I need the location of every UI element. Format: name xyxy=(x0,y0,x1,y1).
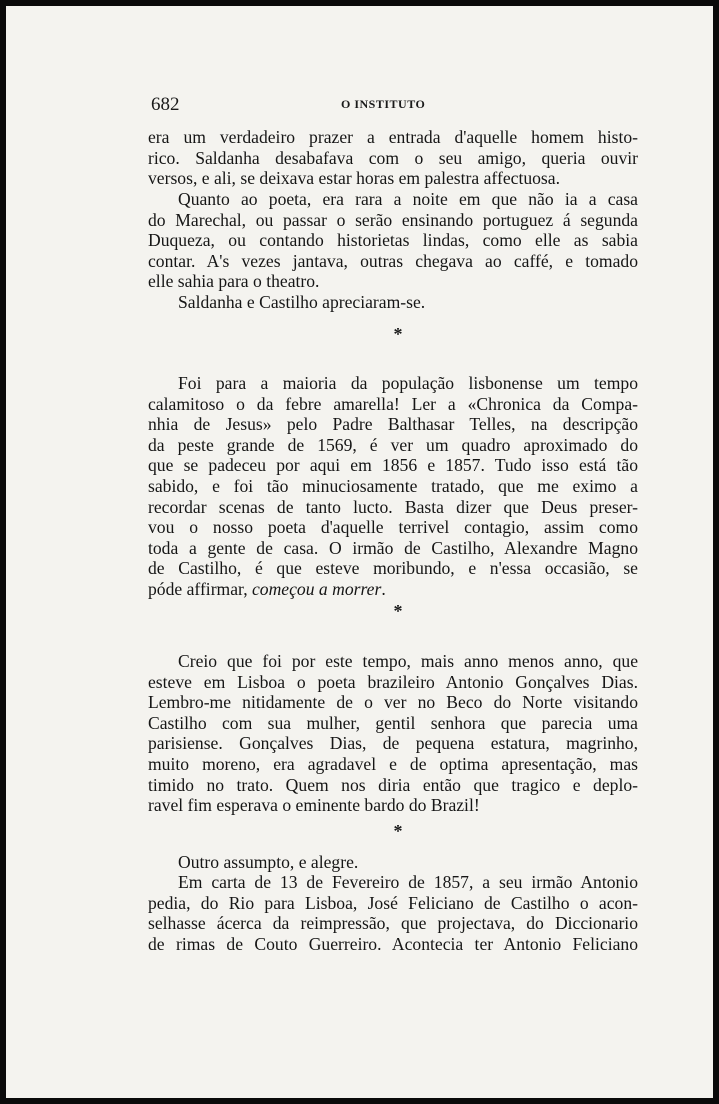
paragraph-carta xyxy=(148,872,638,954)
text-line: vou o nosso poeta d'aquelle terrivel contagio, assim como xyxy=(148,517,638,538)
document-page xyxy=(6,6,713,1098)
text-line: que se padeceu por aqui em 1856 e 1857. Tudo isso está tão xyxy=(148,455,638,476)
paragraph-continuation xyxy=(148,127,638,189)
text-line: ravel fim esperava o eminente bardo do Brazil! xyxy=(148,795,480,816)
paragraph-poeta xyxy=(148,189,638,292)
text-line: da peste grande de 1569, é ver um quadro aproximado do xyxy=(148,434,638,455)
text-line: elle sahia para o theatro. xyxy=(148,271,320,292)
text-line: rico. Saldanha desabafava com o seu amigo, queria ouvir xyxy=(148,147,638,168)
text-line: pedia, do Rio para Lisboa, José Feliciano de Castilho o acon- xyxy=(148,892,638,913)
text-line: esteve em Lisboa o poeta brazileiro Antonio Gonçalves Dias. xyxy=(148,671,638,692)
section-ornament: * xyxy=(393,821,403,841)
running-title: O INSTITUTO xyxy=(341,97,426,111)
text-line: de Castilho, é que esteve moribundo, e n'essa occasião, se xyxy=(148,558,638,579)
text-line: Lembro-me nitidamente de o ver no Beco do Norte visitando xyxy=(148,692,638,713)
page-number: 682 xyxy=(151,94,180,115)
text-fragment: póde affirmar, xyxy=(148,578,252,599)
text-line: recordar scenas de tanto lucto. Basta dizer que Deus preser- xyxy=(148,496,638,517)
text-line: Quanto ao poeta, era rara a noite em que não ia a casa xyxy=(178,189,638,209)
text-line: de rimas de Couto Guerreiro. Acontecia ter Antonio Feliciano xyxy=(148,933,638,954)
text-line-last xyxy=(148,579,638,600)
text-line: Creio que foi por este tempo, mais anno menos anno, que xyxy=(178,651,638,671)
section-ornament: * xyxy=(393,601,403,621)
text-line: Duqueza, ou contando historietas lindas, como elle as sabia xyxy=(148,230,638,251)
text-line: Outro assumpto, e alegre. xyxy=(178,852,359,872)
page-header xyxy=(151,94,641,114)
text-line: calamitoso o da febre amarella! Ler a «Chronica da Compa- xyxy=(148,393,638,414)
italic-phrase: começou a morrer xyxy=(252,578,382,599)
text-line: parisiense. Gonçalves Dias, de pequena estatura, magrinho, xyxy=(148,733,638,754)
section-ornament: * xyxy=(393,324,403,344)
text-line: versos, e ali, se deixava estar horas em palestra affectuosa. xyxy=(148,168,560,189)
paragraph-goncalves-dias xyxy=(148,651,638,816)
text-line: era um verdadeiro prazer a entrada d'aquelle homem histo- xyxy=(148,127,638,147)
text-line: Em carta de 13 de Fevereiro de 1857, a seu irmão Antonio xyxy=(178,872,638,892)
paragraph-febre-amarella xyxy=(148,373,638,600)
text-line: do Marechal, ou passar o serão ensinando portuguez á segunda xyxy=(148,209,638,230)
paragraph-outro-assumpto xyxy=(148,852,638,873)
text-line: Foi para a maioria da população lisbonense um tempo xyxy=(178,373,638,393)
text-line: toda a gente de casa. O irmão de Castilho, Alexandre Magno xyxy=(148,537,638,558)
text-line: nhia de Jesus» pelo Padre Balthasar Telles, na descripção xyxy=(148,414,638,435)
text-line: contar. A's vezes jantava, outras chegava ao caffé, e tomado xyxy=(148,250,638,271)
text-line: sabido, e foi tão minuciosamente tratado, que me eximo a xyxy=(148,475,638,496)
text-line: timido no trato. Quem nos diria então que tragico e deplo- xyxy=(148,774,638,795)
text-fragment: . xyxy=(381,578,386,599)
text-line: muito moreno, era agradavel e de optima apresentação, mas xyxy=(148,753,638,774)
text-line: Saldanha e Castilho apreciaram-se. xyxy=(178,292,426,312)
text-line: Castilho com sua mulher, gentil senhora que parecia uma xyxy=(148,712,638,733)
paragraph-saldanha xyxy=(148,292,638,313)
text-line: selhasse ácerca da reimpressão, que projectava, do Diccionario xyxy=(148,913,638,934)
